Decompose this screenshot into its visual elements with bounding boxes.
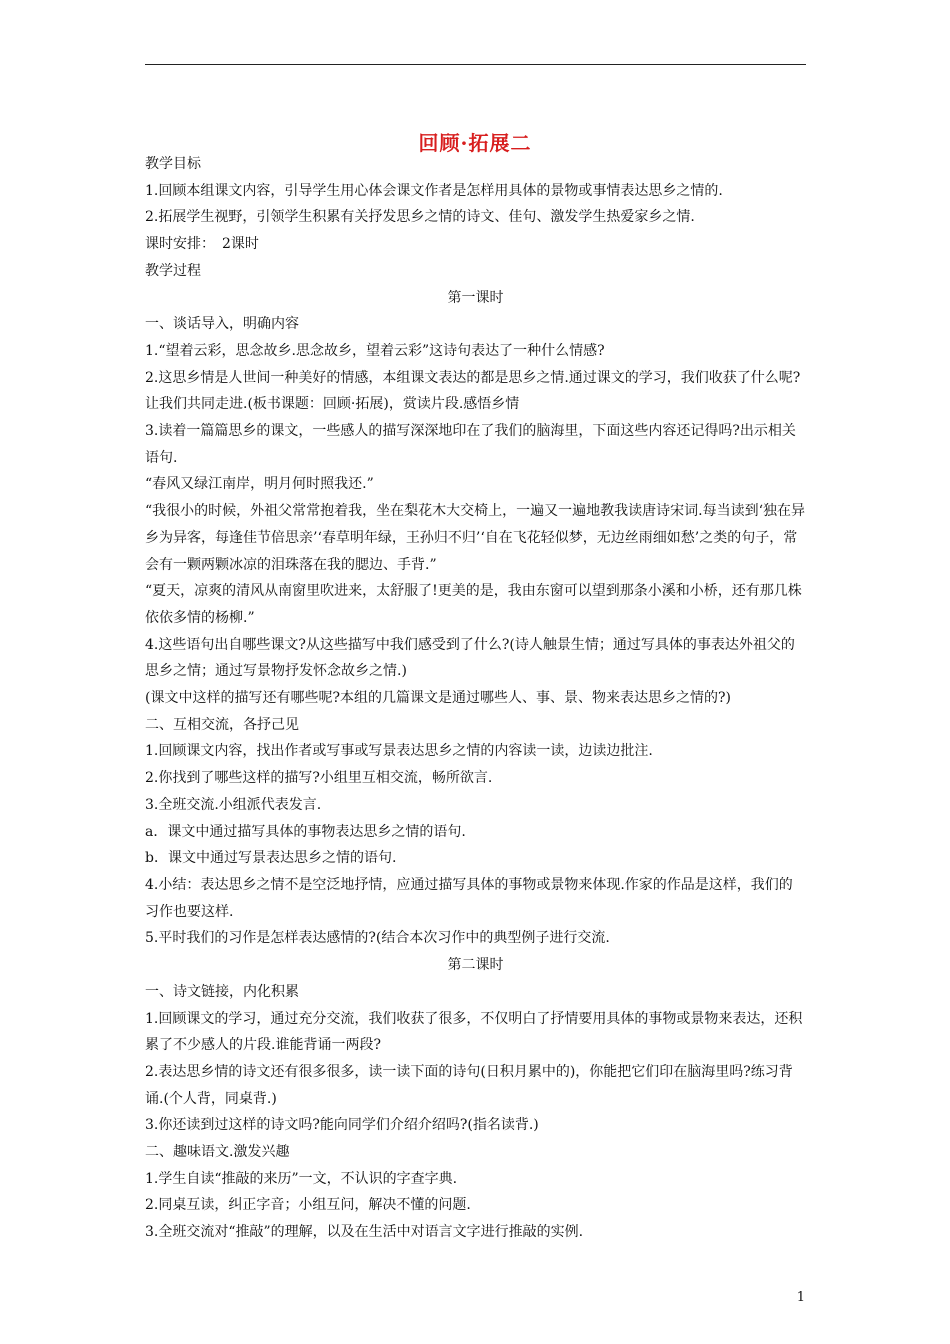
body-line: 3.全班交流.小组派代表发言. <box>145 796 322 813</box>
body-line: 3.你还读到过这样的诗文吗?能向同学们介绍介绍吗?(指名读背.) <box>145 1117 539 1134</box>
body-line: 二、趣味语文.激发兴趣 <box>145 1144 290 1161</box>
body-line: 1.回顾课文的学习，通过充分交流，我们收获了很多，不仅明白了抒情要用具体的事物或景物来表达，还积累了不少感人的片段.谁能背诵一两段? <box>145 1010 803 1054</box>
document-title: 回顾·拓展二 <box>418 131 532 155</box>
section-heading: 第一课时 <box>447 289 504 306</box>
page-number: 1 <box>796 1290 805 1305</box>
body-line: 4.这些语句出自哪些课文?从这些描写中我们感受到了什么?(诗人触景生情；通过写具体的事表达外祖父的思乡之情；通过写景物抒发怀念故乡之情.) <box>145 636 795 680</box>
body-line: 教学目标 <box>145 156 201 172</box>
body-line: 一、谈话导入，明确内容 <box>145 316 299 333</box>
body-line: 1.学生自读“推敲的来历”一文，不认识的字查字典. <box>145 1170 458 1187</box>
body-line: “我很小的时候，外祖父常常抱着我，坐在梨花木大交椅上，一遍又一遍地教我读唐诗宋词.每当读到‘独在异乡为异客，每逢佳节倍思亲’‘春草明年绿，王孙归不归’‘自在飞花轻似梦，无边丝雨细如愁’之类的句子，常会有一颗两颗冰凉的泪珠落在我的腮边、手背.” <box>145 503 806 573</box>
header-rule <box>145 64 806 65</box>
body-line: (课文中这样的描写还有哪些呢?本组的几篇课文是通过哪些人、事、景、物来表达思乡之情的?) <box>145 690 731 707</box>
body-line: “春风又绿江南岸，明月何时照我还.” <box>145 476 374 493</box>
body-line: 一、诗文链接，内化积累 <box>145 983 299 1000</box>
body-line: 3.全班交流对“推敲”的理解，以及在生活中对语言文字进行推敲的实例. <box>145 1224 584 1241</box>
document-body <box>145 151 806 1246</box>
body-line: 1.回顾本组课文内容，引导学生用心体会课文作者是怎样用具体的景物或事情表达思乡之情的. <box>145 182 723 199</box>
body-line: 2.拓展学生视野，引领学生积累有关抒发思乡之情的诗文、佳句、激发学生热爱家乡之情. <box>145 209 695 226</box>
body-line: 5.平时我们的习作是怎样表达感情的?(结合本次习作中的典型例子进行交流. <box>145 930 610 947</box>
body-line: 1.“望着云彩，思念故乡.思念故乡，望着云彩”这诗句表达了一种什么情感? <box>145 342 605 359</box>
body-line: 2.表达思乡情的诗文还有很多很多，读一读下面的诗句(日积月累中的)，你能把它们印在脑海里吗?练习背诵.(个人背，同桌背.) <box>145 1063 793 1107</box>
body-line: 教学过程 <box>145 262 201 279</box>
body-line: 二、互相交流，各抒己见 <box>145 716 299 733</box>
body-line: “夏天，凉爽的清风从南窗里吹进来，太舒服了!更美的是，我由东窗可以望到那条小溪和小桥，还有那几株依依多情的杨柳.” <box>145 583 802 626</box>
body-line: 4.小结：表达思乡之情不是空泛地抒情，应通过描写具体的事物或景物来体现.作家的作品是这样，我们的习作也要这样. <box>145 876 793 920</box>
body-line: 2.这思乡情是人世间一种美好的情感，本组课文表达的都是思乡之情.通过课文的学习，我们收获了什么呢?让我们共同走进.(板书课题：回顾·拓展)，赏读片段.感悟乡情 <box>145 369 801 413</box>
section-heading: 第二课时 <box>447 957 504 974</box>
body-line: 1.回顾课文内容，找出作者或写事或写景表达思乡之情的内容读一读，边读边批注. <box>145 743 653 760</box>
body-line: a．课文中通过描写具体的事物表达思乡之情的语句. <box>145 823 466 840</box>
body-line: 3.读着一篇篇思乡的课文，一些感人的描写深深地印在了我们的脑海里，下面这些内容还记得吗?出示相关语句. <box>145 423 796 466</box>
body-line: 2.你找到了哪些这样的描写?小组里互相交流，畅所欲言. <box>145 770 493 787</box>
body-line: 课时安排： 2课时 <box>145 236 259 253</box>
body-line: b．课文中通过写景表达思乡之情的语句. <box>145 850 397 867</box>
body-line: 2.同桌互读，纠正字音；小组互问，解决不懂的问题. <box>145 1197 471 1214</box>
